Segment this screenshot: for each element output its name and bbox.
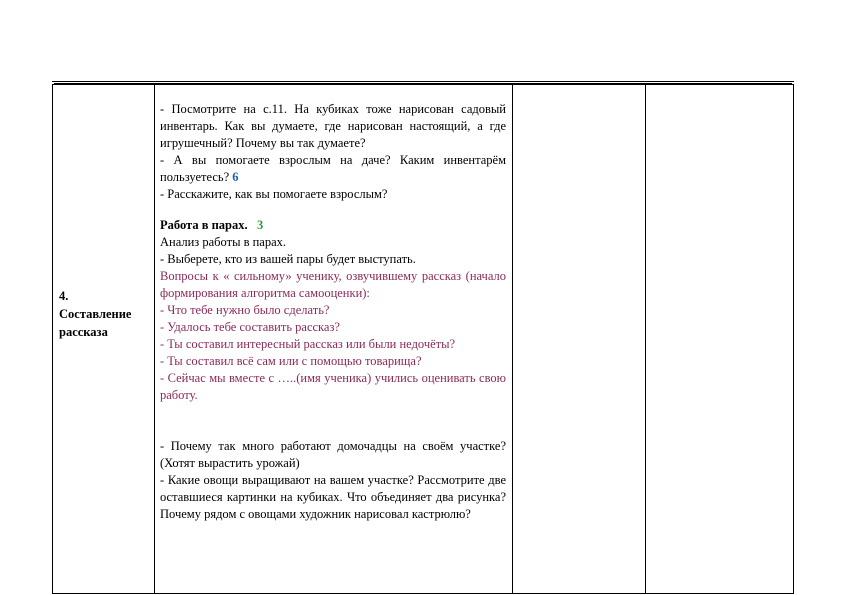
content-paragraph: - Почему так много работают домочадцы на своём участке? (Хотят вырастить урожай)	[160, 439, 506, 470]
column-divider-2	[512, 85, 513, 593]
pair-work-title: Работа в парах.	[160, 218, 248, 232]
lesson-table	[52, 84, 794, 594]
question-item: - Сейчас мы вместе с …..(имя ученика) учились оценивать свою работу.	[160, 371, 506, 402]
question-item: - Что тебе нужно было сделать?	[160, 303, 330, 317]
content-paragraph: - Выберете, кто из вашей пары будет выступать.	[160, 252, 416, 266]
activity-number-badge: 3	[257, 218, 264, 232]
content-paragraph: Анализ работы в парах.	[160, 235, 287, 249]
question-intro: Вопросы к « сильному» ученику, озвучившему рассказ (начало формирования алгоритма самооценки):	[160, 269, 506, 300]
content-paragraph: - Расскажите, как вы помогаете взрослым?	[160, 187, 388, 201]
content-cell	[160, 101, 506, 523]
column-divider-3	[645, 85, 646, 593]
content-paragraph	[160, 217, 506, 234]
stage-title: Составление рассказа	[59, 307, 132, 339]
question-item: - Удалось тебе составить рассказ?	[160, 320, 340, 334]
stage-cell	[59, 287, 147, 341]
activity-number-badge: 6	[232, 170, 239, 184]
table-top-border	[52, 81, 794, 82]
stage-number: 4.	[59, 289, 69, 303]
content-paragraph: - Какие овощи выращивают на вашем участке? Рассмотрите две оставшиеся картинки на кубиках. Что объединяет два рисунка? Почему рядом с овощами художник нарисовал кастрюлю?	[160, 473, 506, 521]
content-text: - А вы помогаете взрослым на даче? Каким инвентарём пользуетесь?	[160, 153, 506, 184]
question-item: - Ты составил интересный рассказ или были недочёты?	[160, 337, 456, 351]
content-paragraph: - Посмотрите на с.11. На кубиках тоже нарисован садовый инвентарь. Как вы думаете, где нарисован настоящий, а где игрушечный? Почему вы так думаете?	[160, 102, 506, 150]
question-item: - Ты составил всё сам или с помощью товарища?	[160, 354, 422, 368]
column-divider-1	[154, 85, 155, 593]
content-paragraph	[160, 152, 506, 186]
